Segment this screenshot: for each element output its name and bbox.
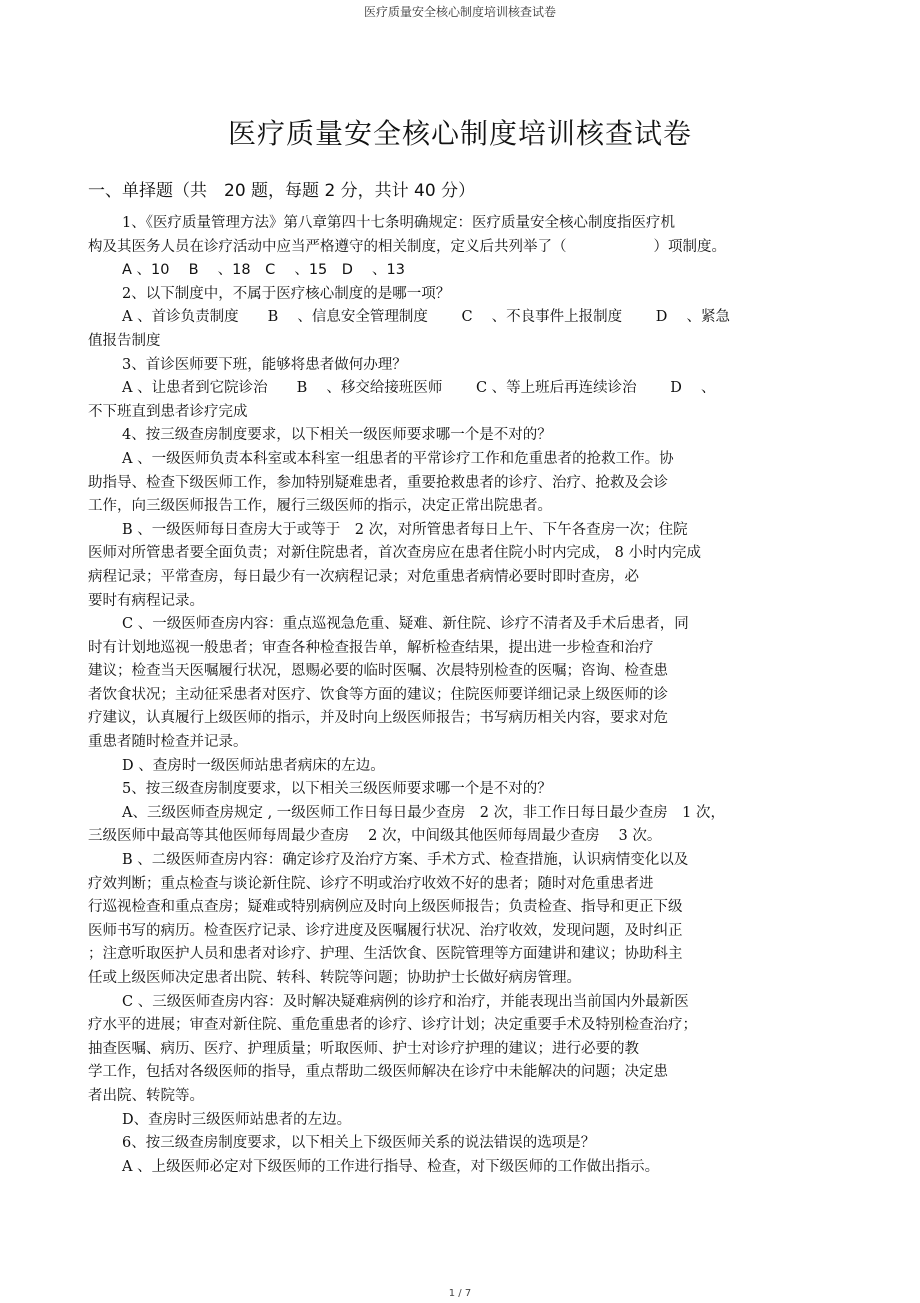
question-2-options: 值报告制度 <box>88 332 161 349</box>
question-4-option-a: 工作，向三级医师报告工作，履行三级医师的指示，决定正常出院患者。 <box>88 498 552 515</box>
question-5-option-b: 疗效判断；重点检查与谈论新住院、诊疗不明或治疗收效不好的患者；随时对危重患者进 <box>88 875 654 892</box>
question-4-option-b: 医师对所管患者要全面负责；对新住院患者，首次查房应在患者住院小时内完成， 8 小时内完成 <box>88 545 701 562</box>
question-4-option-c: 疗建议，认真履行上级医师的指示，并及时向上级医师报告；书写病历相关内容，要求对危 <box>88 710 668 727</box>
question-4-option-b: 病程记录；平常查房，每日最少有一次病程记录；对危重患者病情必要时即时查房，必 <box>88 568 639 585</box>
question-5-option-b: 医师书写的病历。检查医疗记录、诊疗进度及医嘱履行状况、治疗收效，发现问题，及时纠正 <box>88 922 683 939</box>
question-4-option-c: 者饮食状况；主动征采患者对医疗、饮食等方面的建议；住院医师要详细记录上级医师的诊 <box>88 686 668 703</box>
page-header: 医疗质量安全核心制度培训核查试卷 <box>363 5 556 19</box>
question-3-options: 不下班直到患者诊疗完成 <box>88 403 248 420</box>
question-4-option-c: C 、一级医师查房内容：重点巡视急危重、疑难、新住院、诊疗不清者及手术后患者，同 <box>122 616 689 633</box>
question-2-options: A 、首诊负责制度 B 、信息安全管理制度 C 、不良事件上报制度 D 、紧急 <box>122 309 730 326</box>
question-5-option-b: 任或上级医师决定患者出院、转科、转院等问题；协助护士长做好病房管理。 <box>88 970 581 986</box>
question-1-options: A 、10 B 、18 C 、15 D 、13 <box>122 262 406 279</box>
question-1-line: 1、《医疗质量管理方法》第八章第四十七条明确规定：医疗质量安全核心制度指医疗机 <box>122 215 675 231</box>
question-4-option-d: D 、查房时一级医师站患者病床的左边。 <box>122 757 385 774</box>
question-5-option-a: 三级医师中最高等其他医师每周最少查房 2 次，中间级其他医师每周最少查房 3 次。 <box>88 828 662 845</box>
question-2-line: 2、以下制度中，不属于医疗核心制度的是哪一项？ <box>122 285 451 302</box>
question-5-option-c: 学工作，包括对各级医师的指导，重点帮助二级医师解决在诊疗中未能解决的问题；决定患 <box>88 1064 668 1081</box>
question-6-option-a: A 、上级医师必定对下级医师的工作进行指导、检查，对下级医师的工作做出指示。 <box>122 1158 660 1175</box>
document-body <box>88 212 828 1179</box>
question-1-line: 构及其医务人员在诊疗活动中应当严格遵守的相关制度，定义后共列举了（ ）项制度。 <box>88 238 726 255</box>
question-5-option-c: C 、三级医师查房内容：及时解决疑难病例的诊疗和治疗，并能表现出当前国内外最新医 <box>122 993 689 1010</box>
question-4-option-b: B 、一级医师每日查房大于或等于 2 次，对所管患者每日上午、下午各查房一次；住院 <box>122 521 688 538</box>
question-5-option-c: 疗水平的进展；审查对新住院、重危重患者的诊疗、诊疗计划；决定重要手术及特别检查治疗； <box>88 1017 697 1034</box>
question-4-option-b: 要时有病程记录。 <box>88 592 204 609</box>
question-5-option-d: D、查房时三级医师站患者的左边。 <box>122 1111 352 1128</box>
section-heading: 一、单择题（共 20 题，每题 2 分，共计 40 分） <box>88 181 476 201</box>
question-5-option-b: 行巡视检查和重点查房；疑难或特别病例应及时向上级医师报告；负责检查、指导和更正下级 <box>88 899 683 916</box>
question-5-option-a: A、三级医师查房规定 , 一级医师工作日每日最少查房 2 次，非工作日每日最少查房 1 次， <box>122 804 725 821</box>
question-3-options: A 、让患者到它院诊治 B 、移交给接班医师 C 、等上班后再连续诊治 D 、 <box>122 380 716 397</box>
question-5-line: 5、按三级查房制度要求，以下相关三级医师要求哪一个是不对的？ <box>122 781 552 798</box>
question-5-option-b: ；注意听取医护人员和患者对诊疗、护理、生活饮食、医院管理等方面建讲和建议；协助科主 <box>88 946 683 963</box>
question-4-option-a: A 、一级医师负责本科室或本科室一组患者的平常诊疗工作和危重患者的抢救工作。协 <box>122 450 674 467</box>
question-4-option-c: 重患者随时检查并记录。 <box>88 734 248 751</box>
question-4-option-c: 建议；检查当天医嘱履行状况，恩赐必要的临时医嘱、次晨特别检查的医嘱；咨询、检查患 <box>88 663 668 680</box>
question-4-option-a: 助指导、检查下级医师工作，参加特别疑难患者，重要抢救患者的诊疗、治疗、抢救及会诊 <box>88 474 668 491</box>
question-5-option-b: B 、二级医师查房内容：确定诊疗及治疗方案、手术方式、检查措施，认识病情变化以及 <box>122 852 689 869</box>
question-4-option-c: 时有计划地巡视一般患者；审查各种检查报告单，解析检查结果，提出进一步检查和治疗 <box>88 639 654 656</box>
question-5-option-c: 抽查医嘱、病历、医疗、护理质量；听取医师、护士对诊疗护理的建议；进行必要的教 <box>88 1040 639 1057</box>
question-3-line: 3、首诊医师要下班，能够将患者做何办理？ <box>122 356 407 373</box>
question-5-option-c: 者出院、转院等。 <box>88 1087 204 1104</box>
page-number: 1 / 7 <box>448 1288 472 1299</box>
document-title: 医疗质量安全核心制度培训核查试卷 <box>227 117 692 150</box>
question-6-line: 6、按三级查房制度要求，以下相关上下级医师关系的说法错误的选项是？ <box>122 1135 596 1152</box>
question-4-line: 4、按三级查房制度要求，以下相关一级医师要求哪一个是不对的？ <box>122 427 552 444</box>
